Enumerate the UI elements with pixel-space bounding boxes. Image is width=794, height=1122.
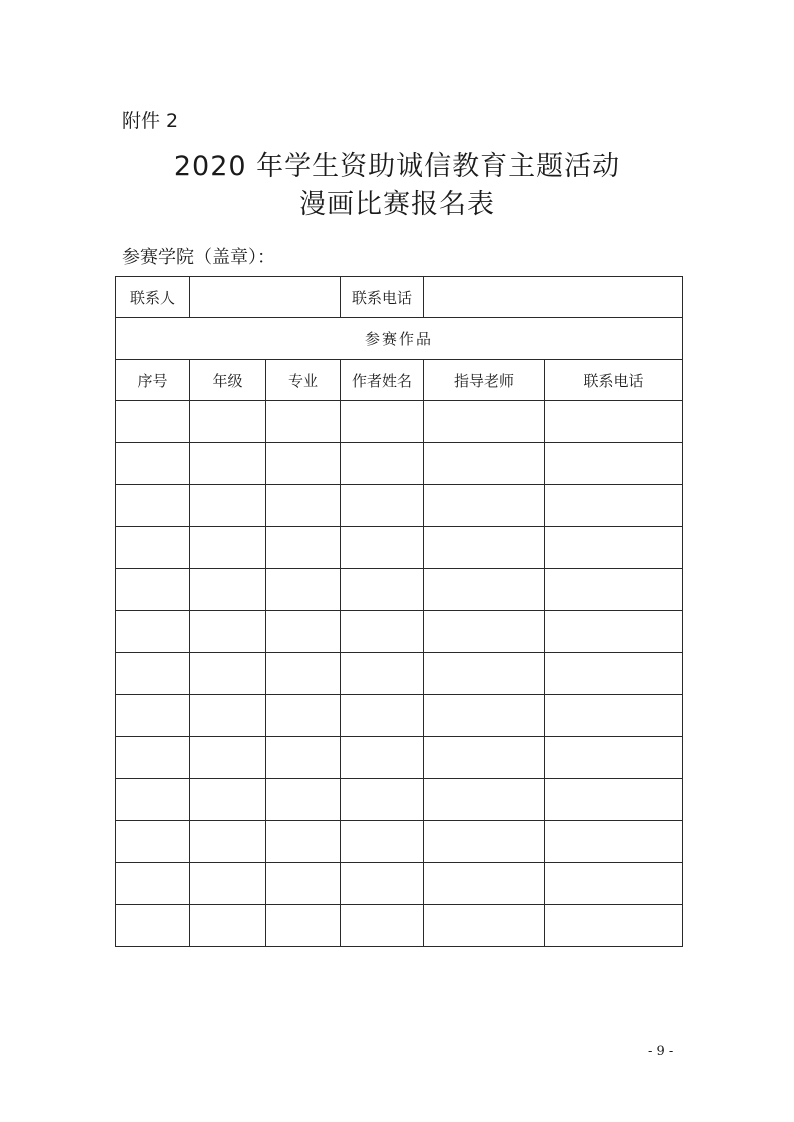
col-header-grade: 年级 xyxy=(190,360,266,401)
contact-phone-field[interactable] xyxy=(424,277,683,318)
col-header-index: 序号 xyxy=(116,360,190,401)
cell-major[interactable] xyxy=(266,611,341,653)
cell-index[interactable] xyxy=(116,527,190,569)
cell-advisor[interactable] xyxy=(424,863,545,905)
cell-advisor[interactable] xyxy=(424,485,545,527)
section-title: 参赛作品 xyxy=(116,318,683,360)
table-row xyxy=(116,401,683,443)
cell-author[interactable] xyxy=(341,863,424,905)
cell-phone[interactable] xyxy=(545,863,683,905)
cell-grade[interactable] xyxy=(190,443,266,485)
cell-advisor[interactable] xyxy=(424,905,545,947)
cell-author[interactable] xyxy=(341,653,424,695)
cell-grade[interactable] xyxy=(190,821,266,863)
contact-phone-label: 联系电话 xyxy=(341,277,424,318)
college-label: 参赛学院（盖章）： xyxy=(122,247,275,268)
cell-advisor[interactable] xyxy=(424,527,545,569)
cell-index[interactable] xyxy=(116,863,190,905)
cell-advisor[interactable] xyxy=(424,569,545,611)
cell-index[interactable] xyxy=(116,695,190,737)
cell-author[interactable] xyxy=(341,443,424,485)
cell-grade[interactable] xyxy=(190,485,266,527)
header-row xyxy=(116,360,683,401)
cell-advisor[interactable] xyxy=(424,653,545,695)
cell-grade[interactable] xyxy=(190,695,266,737)
cell-advisor[interactable] xyxy=(424,695,545,737)
cell-phone[interactable] xyxy=(545,653,683,695)
cell-index[interactable] xyxy=(116,737,190,779)
cell-advisor[interactable] xyxy=(424,821,545,863)
cell-grade[interactable] xyxy=(190,653,266,695)
cell-index[interactable] xyxy=(116,905,190,947)
form-title-line-2: 漫画比赛报名表 xyxy=(299,189,495,220)
cell-grade[interactable] xyxy=(190,527,266,569)
table-row xyxy=(116,695,683,737)
table-row xyxy=(116,611,683,653)
cell-phone[interactable] xyxy=(545,779,683,821)
cell-grade[interactable] xyxy=(190,401,266,443)
cell-major[interactable] xyxy=(266,527,341,569)
col-header-phone: 联系电话 xyxy=(545,360,683,401)
cell-author[interactable] xyxy=(341,611,424,653)
cell-advisor[interactable] xyxy=(424,779,545,821)
table-row xyxy=(116,821,683,863)
cell-index[interactable] xyxy=(116,485,190,527)
contact-person-label: 联系人 xyxy=(116,277,190,318)
registration-table xyxy=(115,276,683,947)
cell-grade[interactable] xyxy=(190,611,266,653)
cell-author[interactable] xyxy=(341,485,424,527)
cell-phone[interactable] xyxy=(545,485,683,527)
cell-author[interactable] xyxy=(341,401,424,443)
contact-row xyxy=(116,277,683,318)
cell-major[interactable] xyxy=(266,905,341,947)
col-header-major: 专业 xyxy=(266,360,341,401)
table-row xyxy=(116,569,683,611)
cell-author[interactable] xyxy=(341,695,424,737)
cell-major[interactable] xyxy=(266,443,341,485)
cell-advisor[interactable] xyxy=(424,443,545,485)
cell-phone[interactable] xyxy=(545,821,683,863)
cell-major[interactable] xyxy=(266,821,341,863)
cell-grade[interactable] xyxy=(190,737,266,779)
cell-author[interactable] xyxy=(341,779,424,821)
col-header-author: 作者姓名 xyxy=(341,360,424,401)
cell-major[interactable] xyxy=(266,695,341,737)
cell-grade[interactable] xyxy=(190,863,266,905)
table-row xyxy=(116,737,683,779)
cell-major[interactable] xyxy=(266,401,341,443)
table-row xyxy=(116,905,683,947)
cell-phone[interactable] xyxy=(545,737,683,779)
cell-author[interactable] xyxy=(341,569,424,611)
table-row xyxy=(116,779,683,821)
cell-grade[interactable] xyxy=(190,779,266,821)
cell-index[interactable] xyxy=(116,569,190,611)
cell-major[interactable] xyxy=(266,485,341,527)
cell-major[interactable] xyxy=(266,863,341,905)
table-row xyxy=(116,527,683,569)
form-title-line-1: 2020 年学生资助诚信教育主题活动 xyxy=(173,151,621,182)
cell-phone[interactable] xyxy=(545,527,683,569)
cell-major[interactable] xyxy=(266,737,341,779)
cell-phone[interactable] xyxy=(545,569,683,611)
cell-phone[interactable] xyxy=(545,611,683,653)
cell-phone[interactable] xyxy=(545,401,683,443)
col-header-advisor: 指导老师 xyxy=(424,360,545,401)
cell-author[interactable] xyxy=(341,905,424,947)
cell-phone[interactable] xyxy=(545,695,683,737)
cell-index[interactable] xyxy=(116,443,190,485)
cell-advisor[interactable] xyxy=(424,611,545,653)
cell-author[interactable] xyxy=(341,821,424,863)
cell-index[interactable] xyxy=(116,779,190,821)
cell-major[interactable] xyxy=(266,569,341,611)
page-number: - 9 - xyxy=(648,1044,674,1059)
cell-grade[interactable] xyxy=(190,905,266,947)
cell-advisor[interactable] xyxy=(424,401,545,443)
cell-author[interactable] xyxy=(341,527,424,569)
cell-phone[interactable] xyxy=(545,905,683,947)
cell-grade[interactable] xyxy=(190,569,266,611)
cell-phone[interactable] xyxy=(545,443,683,485)
table-row xyxy=(116,443,683,485)
section-row xyxy=(116,318,683,360)
cell-index[interactable] xyxy=(116,611,190,653)
table-row xyxy=(116,653,683,695)
table-row xyxy=(116,863,683,905)
cell-index[interactable] xyxy=(116,401,190,443)
table-row xyxy=(116,485,683,527)
cell-author[interactable] xyxy=(341,737,424,779)
cell-major[interactable] xyxy=(266,653,341,695)
attachment-label: 附件 2 xyxy=(122,110,179,132)
cell-major[interactable] xyxy=(266,779,341,821)
contact-person-field[interactable] xyxy=(190,277,341,318)
cell-advisor[interactable] xyxy=(424,737,545,779)
cell-index[interactable] xyxy=(116,821,190,863)
cell-index[interactable] xyxy=(116,653,190,695)
